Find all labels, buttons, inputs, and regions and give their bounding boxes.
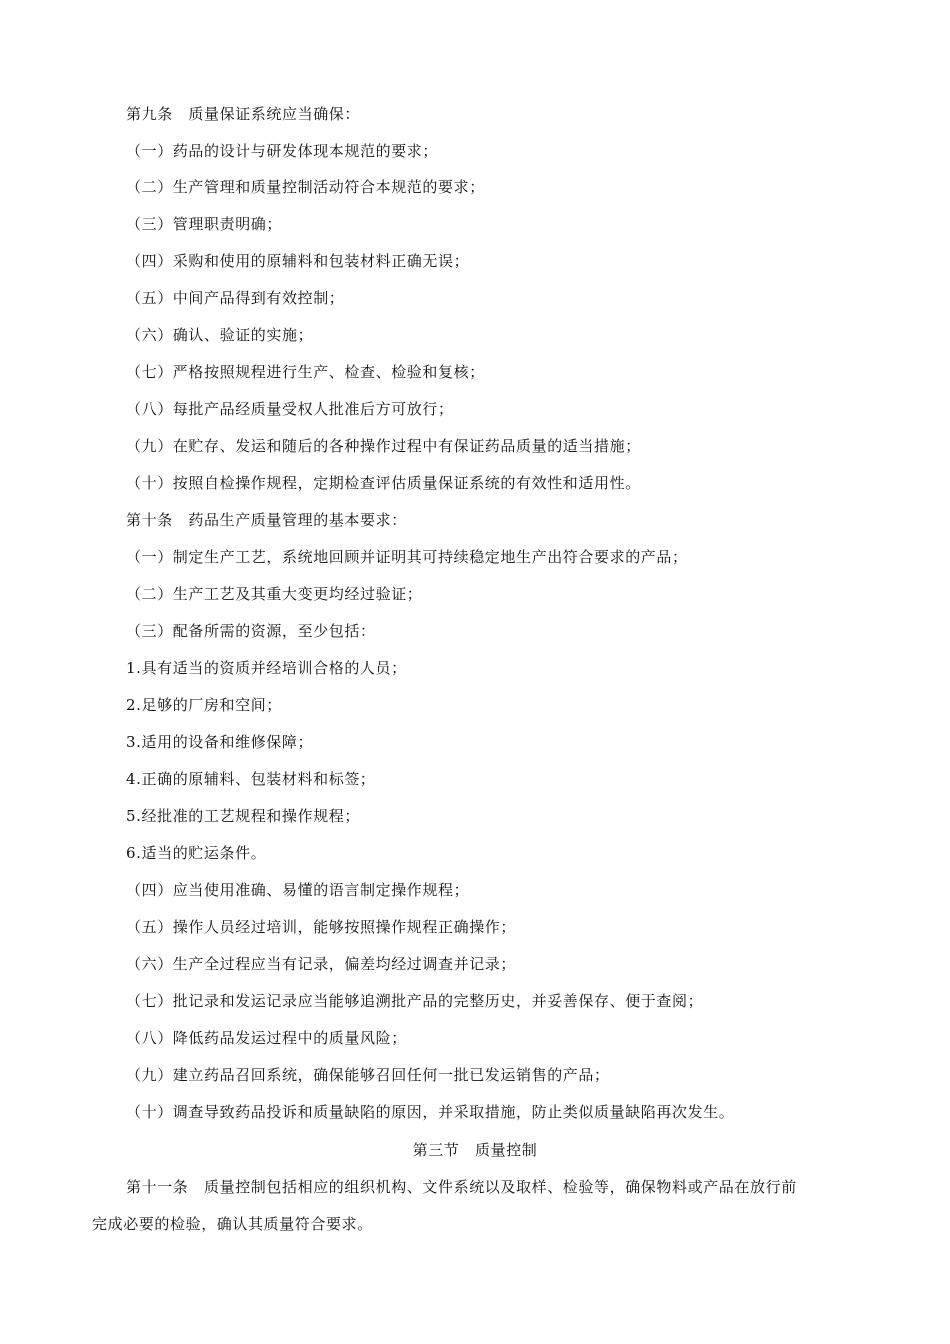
- article-10-item: （七）批记录和发运记录应当能够追溯批产品的完整历史，并妥善保存、便于查阅；: [126, 992, 704, 1010]
- article-9-item: （五）中间产品得到有效控制；: [126, 289, 345, 307]
- article-9-item: （四）采购和使用的原辅料和包装材料正确无误；: [126, 252, 470, 270]
- article-10-item: （三）配备所需的资源，至少包括：: [126, 622, 376, 640]
- article-9-heading: 第九条 质量保证系统应当确保：: [126, 105, 361, 123]
- article-10-subitem: 1.具有适当的资质并经培训合格的人员；: [126, 659, 407, 677]
- article-9-item: （十）按照自检操作规程，定期检查评估质量保证系统的有效性和适用性。: [126, 474, 641, 492]
- article-9-item: （九）在贮存、发运和随后的各种操作过程中有保证药品质量的适当措施；: [126, 437, 641, 455]
- article-10-item: （六）生产全过程应当有记录，偏差均经过调查并记录；: [126, 955, 517, 973]
- article-10-subitem: 3.适用的设备和维修保障；: [126, 733, 314, 751]
- article-10-item: （九）建立药品召回系统，确保能够召回任何一批已发运销售的产品；: [126, 1066, 610, 1084]
- article-11-line: 完成必要的检验，确认其质量符合要求。: [92, 1215, 373, 1233]
- article-10-item: （八）降低药品发运过程中的质量风险；: [126, 1029, 407, 1047]
- article-9-item: （七）严格按照规程进行生产、检查、检验和复核；: [126, 363, 485, 381]
- section-title: 第三节 质量控制: [412, 1141, 538, 1159]
- article-10-item: （一）制定生产工艺，系统地回顾并证明其可持续稳定地生产出符合要求的产品；: [126, 548, 688, 566]
- article-10-item: （四）应当使用准确、易懂的语言制定操作规程；: [126, 881, 470, 899]
- article-10-heading: 第十条 药品生产质量管理的基本要求：: [126, 511, 407, 529]
- article-9-item: （三）管理职责明确；: [126, 215, 283, 233]
- article-10-item: （十）调查导致药品投诉和质量缺陷的原因，并采取措施，防止类似质量缺陷再次发生。: [126, 1103, 735, 1121]
- article-11-line: 第十一条 质量控制包括相应的组织机构、文件系统以及取样、检验等，确保物料或产品在放行前: [126, 1178, 797, 1196]
- article-9-item: （二）生产管理和质量控制活动符合本规范的要求；: [126, 178, 485, 196]
- article-10-item: （五）操作人员经过培训，能够按照操作规程正确操作；: [126, 918, 517, 936]
- article-10-subitem: 4.正确的原辅料、包装材料和标签；: [126, 770, 376, 788]
- article-9-item: （六）确认、验证的实施；: [126, 326, 314, 344]
- article-9-item: （一）药品的设计与研发体现本规范的要求；: [126, 142, 439, 160]
- article-10-subitem: 5.经批准的工艺规程和操作规程；: [126, 807, 360, 825]
- article-10-subitem: 6.适当的贮运条件。: [126, 844, 267, 862]
- article-9-item: （八）每批产品经质量受权人批准后方可放行；: [126, 400, 454, 418]
- article-10-subitem: 2.足够的厂房和空间；: [126, 696, 282, 714]
- article-10-item: （二）生产工艺及其重大变更均经过验证；: [126, 585, 423, 603]
